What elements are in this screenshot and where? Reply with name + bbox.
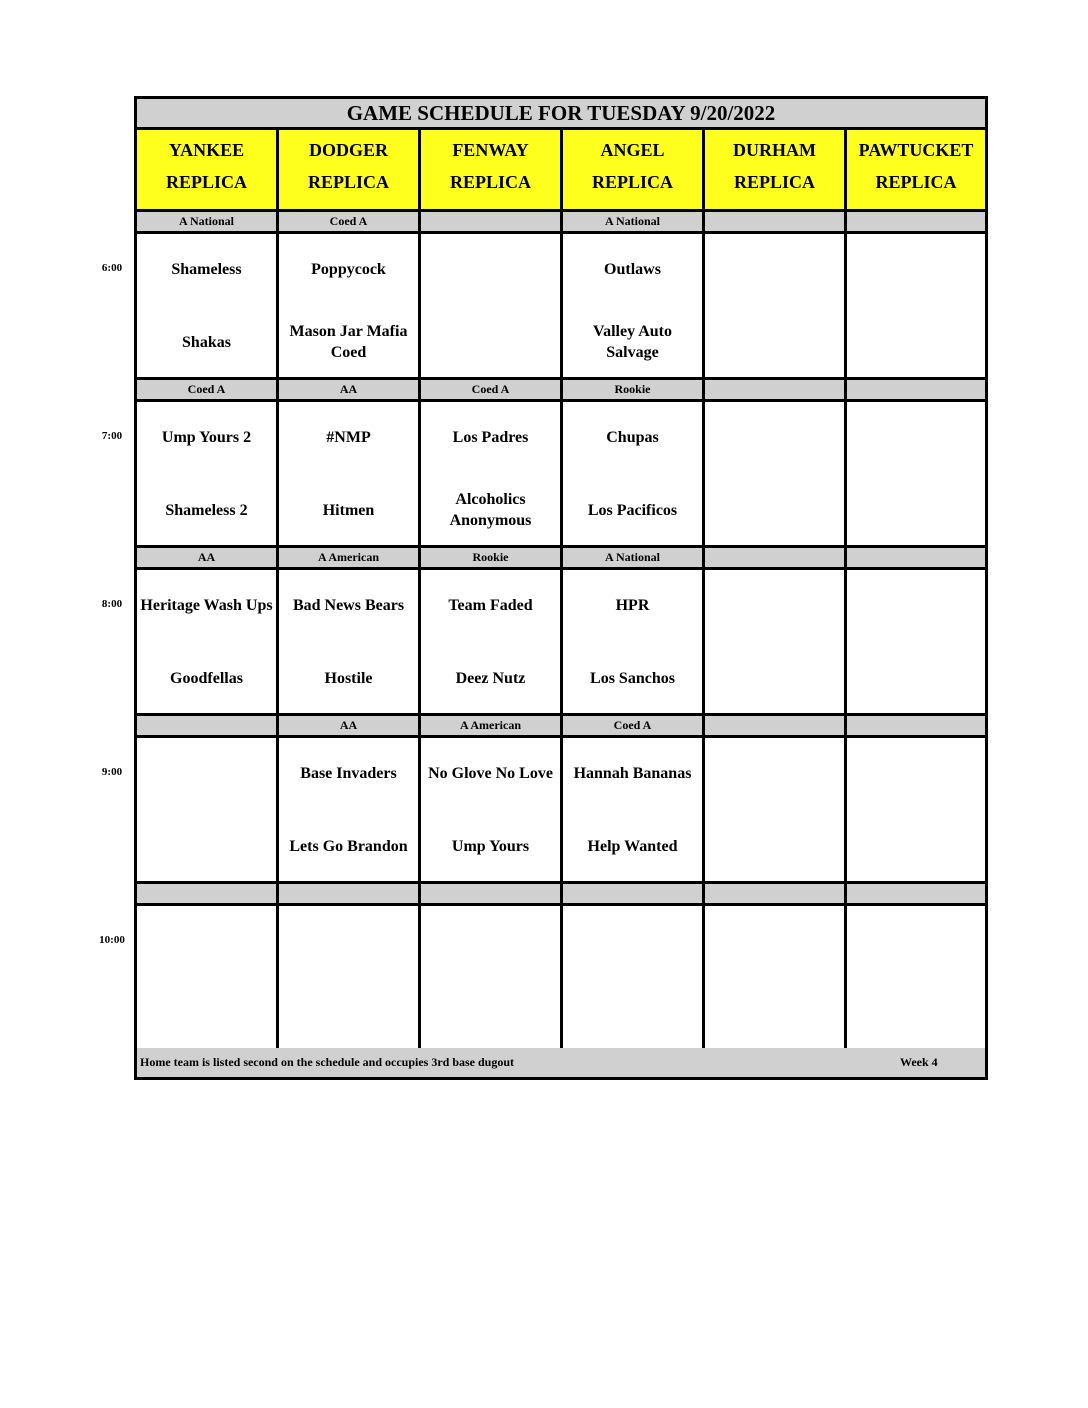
game-cell [279,906,421,1052]
away-team: Los Padres [452,428,529,446]
game-cell [137,234,279,380]
home-team: Alcoholics Anonymous [449,491,532,529]
field-name: DURHAM [733,140,816,160]
game-cell [421,570,563,716]
home-team [423,319,558,365]
home-team [849,823,983,869]
game-cell [563,234,705,380]
division-label [705,884,847,906]
division-label: Coed A [421,380,563,402]
away-team [423,918,558,964]
game-cell [847,570,985,716]
home-team [849,487,983,533]
home-team: Hostile [324,669,373,687]
division-label [705,212,847,234]
away-team [849,582,983,628]
division-label [421,884,563,906]
game-cell [705,570,847,716]
home-team: Help Wanted [587,837,678,855]
game-cell [137,738,279,884]
game-cell [563,402,705,548]
game-cell [847,906,985,1052]
away-team: Shameless [171,260,242,278]
home-team: Lets Go Brandon [289,837,408,855]
division-label [847,380,985,402]
away-team [707,414,842,460]
division-label: Coed A [137,380,279,402]
game-cell [847,738,985,884]
game-row [137,402,985,548]
time-label: 9:00 [101,766,123,778]
division-label: Rookie [421,548,563,570]
away-team [849,750,983,796]
home-team [849,655,983,701]
page-title: GAME SCHEDULE FOR TUESDAY 9/20/2022 [137,99,985,130]
game-cell [421,906,563,1052]
game-cell [279,402,421,548]
away-team [707,750,842,796]
game-cell [421,234,563,380]
field-name: YANKEE [168,140,245,160]
away-team: Outlaws [604,260,661,278]
home-team: Mason Jar Mafia Coed [289,323,408,361]
division-label [847,884,985,906]
game-row [137,906,985,1056]
division-label: A National [563,212,705,234]
away-team [281,918,416,964]
home-team [707,655,842,701]
field-header-fenway [421,130,563,212]
division-label [705,548,847,570]
away-team: Ump Yours 2 [161,428,252,446]
time-label: 8:00 [101,598,123,610]
game-row [137,570,985,716]
away-team: Team Faded [448,596,533,614]
home-team [139,823,274,869]
field-header-row [137,130,985,212]
division-label: AA [137,548,279,570]
game-cell [705,402,847,548]
footer-bar [137,1048,985,1077]
field-subtitle: REPLICA [449,172,531,192]
division-label [705,716,847,738]
home-team: Goodfellas [170,669,243,687]
home-team [423,991,558,1037]
game-cell [279,234,421,380]
away-team [565,918,700,964]
division-label: Coed A [279,212,421,234]
field-header-yankee [137,130,279,212]
away-team: Hannah Bananas [573,764,692,782]
division-label [847,548,985,570]
division-label: Coed A [563,716,705,738]
field-header-angel [563,130,705,212]
away-team: No Glove No Love [428,764,553,782]
division-label: A National [563,548,705,570]
game-cell [279,738,421,884]
away-team [849,414,983,460]
division-row [137,212,985,234]
field-subtitle: REPLICA [307,172,389,192]
away-team: Poppycock [311,260,386,278]
away-team: Heritage Wash Ups [140,596,273,614]
division-label [563,884,705,906]
home-team: Los Pacificos [587,501,678,519]
field-subtitle: REPLICA [591,172,673,192]
division-label [137,716,279,738]
game-cell [563,906,705,1052]
game-cell [137,402,279,548]
schedule-sheet [134,96,988,1080]
division-label [421,212,563,234]
away-team [423,246,558,292]
game-cell [279,570,421,716]
division-label: Rookie [563,380,705,402]
away-team [849,918,983,964]
division-label: A American [421,716,563,738]
division-row [137,884,985,906]
field-header-pawtucket [847,130,985,212]
away-team: HPR [615,596,650,614]
home-team: Ump Yours [451,837,530,855]
away-team: #NMP [326,428,371,446]
away-team [139,750,274,796]
home-team: Deez Nutz [455,669,526,687]
field-subtitle: REPLICA [165,172,247,192]
field-name: PAWTUCKET [858,140,974,160]
game-cell [563,738,705,884]
away-team [707,582,842,628]
division-label [705,380,847,402]
division-row [137,716,985,738]
game-cell [847,402,985,548]
division-label [279,884,421,906]
field-name: FENWAY [452,140,529,160]
away-team [707,246,842,292]
home-team [707,487,842,533]
field-name: DODGER [308,140,388,160]
field-subtitle: REPLICA [733,172,815,192]
home-team: Valley Auto Salvage [593,323,672,361]
home-team [849,319,983,365]
away-team [849,246,983,292]
division-label: A American [279,548,421,570]
away-team [707,918,842,964]
away-team: Chupas [606,428,659,446]
home-team: Los Sanchos [590,669,675,687]
division-row [137,548,985,570]
time-label: 10:00 [99,934,125,946]
game-cell [705,234,847,380]
game-cell [705,738,847,884]
home-team [849,991,983,1037]
field-name: ANGEL [600,140,665,160]
division-label: A National [137,212,279,234]
field-header-dodger [279,130,421,212]
home-team: Shakas [182,333,231,351]
home-team [707,991,842,1037]
field-subtitle: REPLICA [875,172,957,192]
home-team: Shameless 2 [165,501,248,519]
division-label [847,716,985,738]
game-cell [705,906,847,1052]
home-team [565,991,700,1037]
game-row [137,234,985,380]
time-label: 6:00 [101,262,123,274]
away-team: Base Invaders [300,764,397,782]
home-team [707,319,842,365]
division-label: AA [279,380,421,402]
game-cell [563,570,705,716]
home-team [281,991,416,1037]
home-team [707,823,842,869]
division-label: AA [279,716,421,738]
home-team: Hitmen [322,501,375,519]
game-cell [421,738,563,884]
time-label: 7:00 [101,430,123,442]
game-cell [137,570,279,716]
division-row [137,380,985,402]
game-cell [847,234,985,380]
week-label: Week 4 [900,1055,938,1069]
game-cell [421,402,563,548]
away-team [139,918,274,964]
game-cell [137,906,279,1052]
home-team-note: Home team is listed second on the schedule and occupies 3rd base dugout [140,1055,515,1069]
division-label [137,884,279,906]
division-label [847,212,985,234]
away-team: Bad News Bears [292,596,405,614]
game-row [137,738,985,884]
field-header-durham [705,130,847,212]
home-team [139,991,274,1037]
